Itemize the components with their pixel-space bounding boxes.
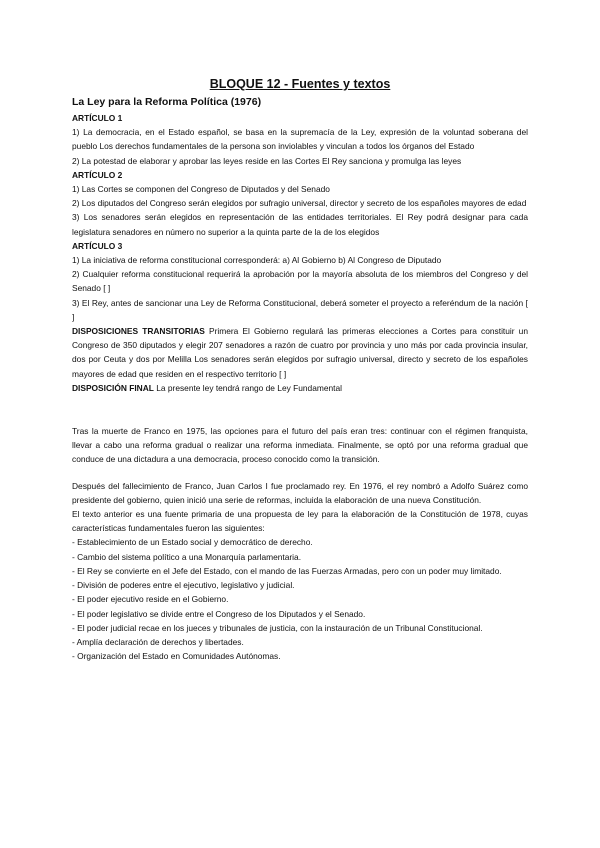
list-item: - El poder ejecutivo reside en el Gobierno. [72, 594, 229, 605]
article-1-paragraph-2: 2) La potestad de elaborar y aprobar las leyes reside en las Cortes El Rey sanciona y promulga las leyes [72, 155, 462, 166]
list-item: - El poder judicial recae en los jueces y tribunales de justicia, con la instauración de un Tribunal Constitucional. [72, 622, 483, 633]
transitory-provisions-text: Primera El Gobierno regulará las primeras elecciones a Cortes para constituir un Congreso de 350 diputados y elegir 207 senadores a razón de cuatro por provincia y uno más por cada provincia insular, dos por Ceuta y dos por Melilla Los senadores serán elegidos por sufragio universal, directo y secreto de los españoles mayores de edad que residen en el respectivo territorio [ ] [72, 326, 529, 379]
list-item: - El poder legislativo se divide entre el Congreso de los Diputados y el Senado. [72, 608, 366, 619]
comment-paragraph-3: El texto anterior es una fuente primaria de una propuesta de ley para la elaboración de la Constitución de 1978, cuyas características fundamentales fueron las siguientes: [72, 509, 528, 534]
article-2-paragraph-3: 3) Los senadores serán elegidos en representación de las entidades territoriales. El Rey podrá designar para cada legislatura senadores en número no superior a la quinta parte de la de los elegidos [72, 212, 528, 237]
list-item: - Establecimiento de un Estado social y democrático de derecho. [72, 537, 313, 548]
document-subtitle: La Ley para la Reforma Política (1976) [72, 96, 262, 108]
article-2-paragraph-2: 2) Los diputados del Congreso serán elegidos por sufragio universal, director y secreto de los españoles mayores de edad [72, 198, 527, 209]
article-2-paragraph-1: 1) Las Cortes se componen del Congreso de Diputados y del Senado [72, 184, 330, 195]
transitory-provisions-label: DISPOSICIONES TRANSITORIAS [72, 326, 205, 337]
article-3-heading: ARTÍCULO 3 [72, 240, 123, 251]
article-3-paragraph-3: 3) El Rey, antes de sancionar una Ley de Reforma Constitucional, deberá someter el proyecto a referéndum de la nación [ ] [72, 297, 528, 322]
section-spacer [72, 395, 528, 424]
article-1-paragraph-1: 1) La democracia, en el Estado español, se basa en la supremacía de la Ley, expresión de la voluntad soberana del pueblo Los derechos fundamentales de la persona son inviolables y vinculan a todos los órganos del Estado [72, 127, 528, 152]
characteristics-list [72, 535, 528, 663]
list-item: - Organización del Estado en Comunidades Autónomas. [72, 651, 281, 662]
article-1-heading: ARTÍCULO 1 [72, 113, 123, 123]
final-provision [72, 381, 528, 395]
list-item: - Cambio del sistema político a una Monarquía parlamentaria. [72, 551, 302, 562]
comment-paragraph-2: Después del fallecimiento de Franco, Juan Carlos I fue proclamado rey. En 1976, el rey nombró a Adolfo Suárez como presidente del gobierno, quien inició una serie de reformas, incluida la elaboración de una nueva Constitución. [72, 480, 528, 505]
document-page [72, 76, 528, 663]
list-item: - División de poderes entre el ejecutivo, legislativo y judicial. [72, 580, 295, 591]
article-3-paragraph-1: 1) La iniciativa de reforma constitucional corresponderá: a) Al Gobierno b) Al Congreso de Diputado [72, 255, 442, 266]
article-2-heading: ARTÍCULO 2 [72, 169, 123, 180]
paragraph-spacer [72, 467, 528, 479]
article-3-paragraph-2: 2) Cualquier reforma constitucional requerirá la aprobación por la mayoría absoluta de los miembros del Congreso y del Senado [ ] [72, 269, 528, 294]
transitory-provisions [72, 324, 528, 381]
list-item: - Amplía declaración de derechos y libertades. [72, 636, 244, 647]
list-item: - El Rey se convierte en el Jefe del Estado, con el mando de las Fuerzas Armadas, pero con un poder muy limitado. [72, 565, 502, 576]
comment-paragraph-1: Tras la muerte de Franco en 1975, las opciones para el futuro del país eran tres: continuar con el régimen franquista, llevar a cabo una reforma gradual o realizar una reforma inmediata. Finalmente, se optó por una reforma gradual que conduce de una dictadura a una democracia, proceso conocido como la transición. [72, 426, 528, 465]
final-provision-label: DISPOSICIÓN FINAL [72, 382, 154, 393]
final-provision-text: La presente ley tendrá rango de Ley Fundamental [153, 382, 343, 393]
document-title: BLOQUE 12 - Fuentes y textos [209, 77, 391, 91]
